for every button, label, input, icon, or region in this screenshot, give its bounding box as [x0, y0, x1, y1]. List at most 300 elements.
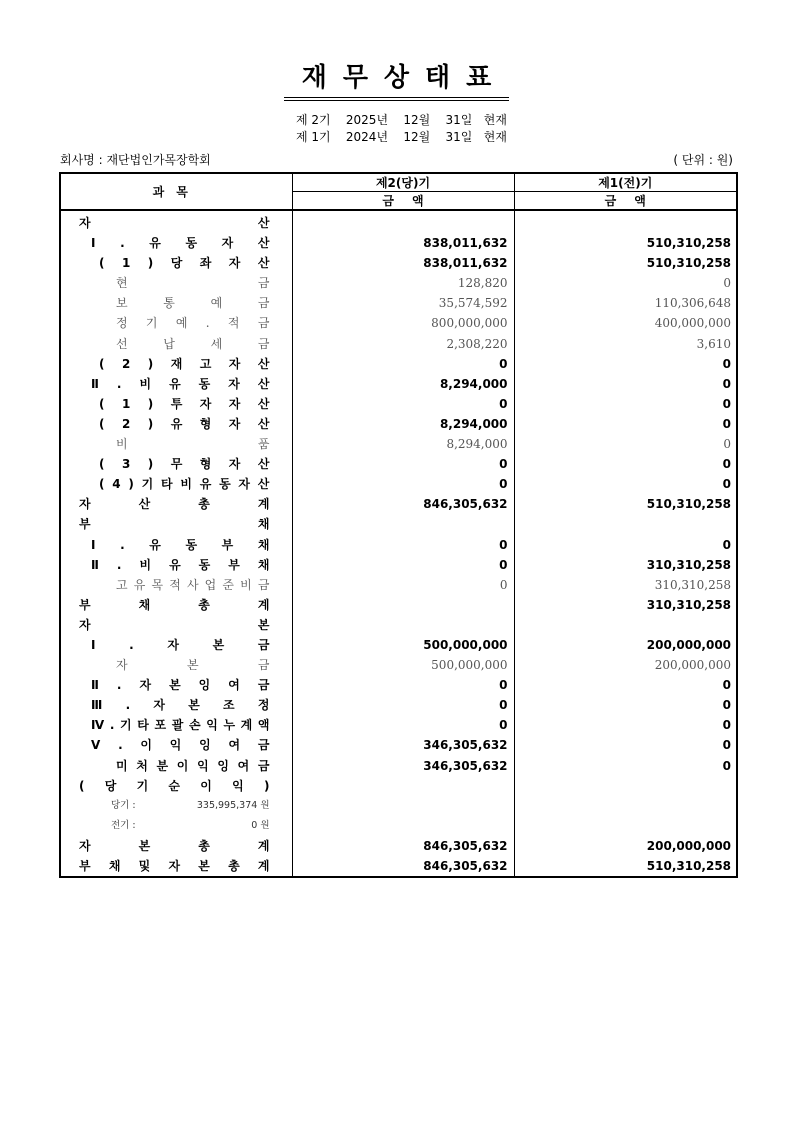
- balance-sheet-body: [60, 210, 737, 877]
- amount-prior: 0: [722, 457, 732, 472]
- amount-subcolumn: [292, 253, 414, 273]
- amount-prior: 510,310,258: [646, 236, 732, 251]
- amount-subcolumn: [514, 334, 636, 354]
- amount-subcolumn: [292, 615, 414, 635]
- account-cell: [60, 454, 292, 474]
- amount-current: 35,574,592: [414, 293, 514, 313]
- account-label: [61, 334, 292, 354]
- label-char: 포: [154, 718, 167, 733]
- table-row: [60, 856, 737, 877]
- label-char: 준: [222, 577, 234, 592]
- account-label: [61, 293, 292, 313]
- amount-prior: 0: [722, 396, 732, 411]
- amount-subcolumn: [514, 796, 636, 816]
- label-char: 잉: [199, 738, 211, 753]
- label-char: 이: [200, 778, 212, 793]
- label-char: 채: [257, 517, 270, 532]
- amount-subcolumn: [292, 735, 414, 755]
- label-char: 부: [221, 537, 234, 552]
- header-account: 과목: [60, 173, 292, 210]
- label-char: 자: [79, 838, 91, 853]
- amount-subcolumn: [292, 635, 414, 655]
- label-char: 본: [257, 617, 270, 632]
- account-cell: [60, 210, 292, 233]
- amount-prior: 0: [722, 678, 732, 693]
- table-row: [60, 354, 737, 374]
- net-income-note: [61, 796, 292, 816]
- amount-subcolumn: [292, 293, 414, 313]
- label-char: 자: [79, 617, 91, 632]
- amount-subcolumn: [292, 454, 414, 474]
- amount-subcolumn: [292, 354, 414, 374]
- label-char: 사: [186, 577, 199, 592]
- account-cell: [60, 776, 292, 796]
- amount-prior: [636, 796, 737, 816]
- amount-prior: [636, 615, 737, 635]
- amount-subcolumn: [514, 816, 636, 836]
- amount-current: 8,294,000: [414, 414, 514, 434]
- table-row: [60, 233, 737, 253]
- amount-current: 8,294,000: [414, 374, 514, 394]
- amount-prior: 200,000,000: [654, 658, 732, 673]
- label-char: 유: [199, 477, 212, 492]
- label-char: 본: [138, 838, 151, 853]
- label-char: 익: [197, 758, 209, 773]
- account-label: [61, 233, 292, 253]
- account-cell: [60, 655, 292, 675]
- header-prior-period: 제1(전)기: [514, 173, 737, 192]
- label-char: Ⅴ: [91, 738, 101, 753]
- document-title-wrapper: [0, 62, 793, 101]
- account-cell: [60, 836, 292, 856]
- table-row: [60, 836, 737, 856]
- amount-current: [414, 514, 514, 534]
- account-label: [61, 735, 292, 755]
- amount-prior: 0: [722, 416, 732, 431]
- label-char: 당: [104, 778, 117, 793]
- account-label: [61, 213, 292, 233]
- label-char: 잉: [217, 758, 229, 773]
- note-label: 전기 :: [111, 819, 136, 831]
- account-label: [61, 514, 292, 534]
- amount-current: 0: [414, 575, 514, 595]
- account-cell: [60, 494, 292, 514]
- label-char: 납: [163, 336, 175, 351]
- account-cell: [60, 374, 292, 394]
- amount-subcolumn: [514, 695, 636, 715]
- amount-prior: [636, 816, 737, 836]
- amount-prior: 200,000,000: [646, 838, 732, 853]
- label-char: 고: [199, 356, 212, 371]
- amount-subcolumn: [292, 776, 414, 796]
- account-cell: [60, 575, 292, 595]
- label-char: .: [109, 718, 115, 733]
- amount-subcolumn: [292, 474, 414, 494]
- label-char: 및: [138, 859, 151, 873]
- amount-subcolumn: [514, 514, 636, 534]
- period-month: 12월: [403, 113, 431, 127]
- label-char: 세: [210, 336, 223, 351]
- label-char: 동: [185, 537, 198, 552]
- amount-subcolumn: [292, 273, 414, 293]
- table-row: [60, 535, 737, 555]
- label-char: 분: [156, 758, 169, 773]
- label-char: 미: [116, 758, 128, 773]
- label-char: 금: [257, 738, 270, 753]
- amount-subcolumn: [292, 535, 414, 555]
- amount-subcolumn: [514, 655, 636, 675]
- label-char: 금: [257, 316, 270, 331]
- account-cell: [60, 535, 292, 555]
- account-label: [61, 253, 292, 273]
- label-char: 자: [228, 457, 241, 472]
- account-label: [61, 675, 292, 695]
- label-char: 4: [112, 477, 121, 492]
- amount-subcolumn: [292, 856, 414, 877]
- account-label: [61, 836, 292, 856]
- label-char: 채: [138, 597, 151, 612]
- table-row: [60, 575, 737, 595]
- period-year: 2024년: [345, 130, 389, 144]
- label-char: 유: [169, 376, 181, 391]
- account-cell: [60, 595, 292, 615]
- amount-prior: 0: [722, 356, 732, 371]
- label-char: 보: [116, 296, 128, 311]
- label-char: 이: [176, 758, 189, 773]
- account-cell: [60, 273, 292, 293]
- account-label: [61, 635, 292, 655]
- amount-subcolumn: [514, 313, 636, 333]
- account-cell: [60, 514, 292, 534]
- table-row: [60, 210, 737, 233]
- label-char: 총: [228, 859, 240, 873]
- label-char: 자: [228, 256, 241, 271]
- label-char: .: [120, 236, 125, 251]
- table-row: [60, 494, 737, 514]
- amount-subcolumn: [514, 494, 636, 514]
- label-char: 유: [169, 557, 181, 572]
- account-label: [61, 313, 292, 333]
- table-row: [60, 454, 737, 474]
- account-cell: [60, 796, 292, 816]
- label-char: 목: [151, 577, 164, 592]
- period-term: 제 2기: [296, 113, 331, 127]
- period-suffix: 현재: [483, 130, 507, 144]
- amount-current: 0: [414, 474, 514, 494]
- account-label: [61, 595, 292, 615]
- amount-current: 0: [414, 454, 514, 474]
- label-char: 조: [223, 698, 235, 713]
- label-char: 타: [160, 477, 173, 492]
- amount-subcolumn: [514, 233, 636, 253]
- account-cell: [60, 735, 292, 755]
- label-char: Ⅲ: [91, 698, 103, 713]
- label-char: 채: [257, 557, 270, 572]
- label-char: 계: [257, 838, 270, 853]
- amount-subcolumn: [514, 836, 636, 856]
- label-char: 산: [257, 236, 270, 251]
- amount-prior: 400,000,000: [654, 316, 732, 331]
- amount-subcolumn: [292, 796, 414, 816]
- account-cell: [60, 856, 292, 877]
- label-char: 자: [153, 698, 165, 713]
- label-char: 자: [238, 477, 251, 492]
- label-char: .: [116, 376, 122, 391]
- table-row: [60, 374, 737, 394]
- account-cell: [60, 756, 292, 776]
- amount-subcolumn: [292, 575, 414, 595]
- label-char: Ⅱ: [91, 376, 99, 391]
- label-char: .: [116, 557, 122, 572]
- period-day: 31일: [445, 113, 473, 127]
- label-char: 누: [223, 718, 236, 733]
- account-cell: [60, 715, 292, 735]
- account-label: [61, 555, 292, 575]
- table-row: [60, 615, 737, 635]
- label-char: 처: [136, 758, 148, 773]
- amount-subcolumn: [514, 675, 636, 695]
- account-label: [61, 394, 292, 414]
- label-char: 총: [198, 497, 210, 512]
- amount-subcolumn: [292, 595, 414, 615]
- label-char: 비: [180, 477, 192, 492]
- amount-prior: 0: [722, 698, 732, 713]
- amount-subcolumn: [514, 293, 636, 313]
- amount-subcolumn: [514, 273, 636, 293]
- label-char: 익: [206, 718, 218, 733]
- table-row: [60, 635, 737, 655]
- amount-prior: 510,310,258: [646, 497, 732, 512]
- label-char: 현: [116, 276, 128, 291]
- label-char: 산: [138, 497, 151, 512]
- table-row: [60, 313, 737, 333]
- account-cell: [60, 474, 292, 494]
- amount-current: 2,308,220: [414, 334, 514, 354]
- label-char: 손: [188, 718, 201, 733]
- label-char: 자: [79, 216, 91, 230]
- account-label: [61, 715, 292, 735]
- amount-current: 846,305,632: [414, 856, 514, 877]
- label-char: 유: [149, 236, 161, 251]
- label-char: (: [99, 356, 105, 371]
- header-amount-current: 금액: [292, 192, 514, 211]
- label-char: 정: [116, 316, 128, 331]
- amount-current: [414, 615, 514, 635]
- label-char: 좌: [199, 256, 212, 271]
- label-char: .: [129, 637, 134, 652]
- amount-subcolumn: [514, 555, 636, 575]
- label-char: .: [116, 678, 122, 693]
- table-row: [60, 474, 737, 494]
- amount-prior: 0: [722, 537, 732, 552]
- label-char: ): [263, 778, 270, 793]
- label-char: 자: [139, 678, 152, 693]
- label-char: 금: [257, 678, 270, 693]
- label-char: 품: [257, 437, 270, 452]
- amount-prior: 510,310,258: [646, 256, 732, 271]
- label-char: 금: [257, 296, 270, 311]
- amount-subcolumn: [292, 494, 414, 514]
- amount-subcolumn: [514, 210, 636, 233]
- amount-current: 500,000,000: [414, 635, 514, 655]
- account-cell: [60, 434, 292, 454]
- label-char: 형: [199, 416, 212, 431]
- amount-subcolumn: [292, 414, 414, 434]
- label-char: 비: [139, 376, 152, 391]
- table-row: [60, 414, 737, 434]
- amount-subcolumn: [514, 595, 636, 615]
- amount-subcolumn: [514, 474, 636, 494]
- amount-subcolumn: [292, 836, 414, 856]
- label-char: (: [99, 256, 105, 271]
- amount-current: 838,011,632: [414, 233, 514, 253]
- label-char: Ⅳ: [91, 718, 105, 733]
- amount-current: [414, 776, 514, 796]
- table-row: [60, 514, 737, 534]
- table-row: [60, 796, 737, 816]
- label-char: ): [147, 416, 154, 431]
- label-char: 기: [120, 718, 132, 733]
- net-income-note: [61, 816, 292, 836]
- amount-current: 846,305,632: [414, 494, 514, 514]
- table-row: [60, 334, 737, 354]
- table-row: [60, 715, 737, 735]
- amount-subcolumn: [514, 535, 636, 555]
- account-label: [61, 273, 292, 293]
- label-char: 자: [79, 497, 91, 512]
- amount-current: 0: [414, 715, 514, 735]
- note-value: 335,995,374 원: [196, 799, 270, 811]
- amount-current: [414, 210, 514, 233]
- amount-prior: 0: [722, 376, 732, 391]
- label-char: (: [99, 457, 105, 472]
- account-cell: [60, 675, 292, 695]
- label-char: 기: [141, 477, 154, 492]
- label-char: 비: [240, 577, 252, 592]
- account-label: [61, 354, 292, 374]
- table-row: [60, 273, 737, 293]
- label-char: 당: [170, 256, 183, 271]
- amount-current: 500,000,000: [414, 655, 514, 675]
- label-char: 적: [169, 577, 181, 592]
- label-char: 투: [170, 396, 183, 411]
- label-char: (: [99, 416, 105, 431]
- account-cell: [60, 816, 292, 836]
- amount-subcolumn: [514, 454, 636, 474]
- amount-prior: 310,310,258: [646, 597, 732, 612]
- label-char: 비: [116, 437, 128, 452]
- amount-subcolumn: [514, 253, 636, 273]
- amount-subcolumn: [514, 374, 636, 394]
- amount-subcolumn: [514, 434, 636, 454]
- label-char: 산: [257, 396, 270, 411]
- amount-subcolumn: [514, 575, 636, 595]
- amount-current: [414, 595, 514, 615]
- amount-subcolumn: [292, 695, 414, 715]
- label-char: 예: [210, 296, 223, 311]
- amount-current: 0: [414, 354, 514, 374]
- label-char: 무: [170, 457, 183, 472]
- account-label: [61, 756, 292, 776]
- label-char: Ⅱ: [91, 557, 99, 572]
- account-label: [61, 374, 292, 394]
- account-label: [61, 535, 292, 555]
- label-char: 괄: [171, 718, 184, 733]
- label-char: 기: [136, 778, 149, 793]
- label-char: 금: [257, 658, 270, 673]
- label-char: 산: [257, 376, 270, 391]
- label-char: 자: [116, 658, 128, 673]
- amount-subcolumn: [292, 334, 414, 354]
- label-char: 본: [169, 678, 181, 693]
- amount-current: 346,305,632: [414, 735, 514, 755]
- amount-current: 846,305,632: [414, 836, 514, 856]
- table-row: [60, 394, 737, 414]
- label-char: 유: [170, 416, 183, 431]
- header-amount-prior: 금액: [514, 192, 737, 211]
- label-char: 유: [133, 577, 146, 592]
- label-char: ): [128, 477, 134, 492]
- period-prior: [296, 129, 507, 146]
- account-cell: [60, 695, 292, 715]
- label-char: 금: [257, 276, 270, 291]
- label-char: 부: [79, 597, 91, 612]
- amount-current: 0: [414, 555, 514, 575]
- label-char: 산: [257, 477, 270, 492]
- label-char: 금: [257, 336, 270, 351]
- table-row: [60, 735, 737, 755]
- label-char: 계: [257, 497, 270, 512]
- unit-label: ( 단위 : 원): [673, 153, 733, 167]
- table-row: [60, 555, 737, 575]
- amount-current: [414, 816, 514, 836]
- amount-subcolumn: [514, 735, 636, 755]
- label-char: 여: [237, 758, 250, 773]
- label-char: 총: [198, 597, 210, 612]
- amount-current: [414, 796, 514, 816]
- header-current-period: 제2(당)기: [292, 173, 514, 192]
- label-char: 비: [139, 557, 152, 572]
- label-char: Ⅱ: [91, 678, 99, 693]
- period-year: 2025년: [345, 113, 389, 127]
- label-char: 부: [79, 517, 91, 532]
- label-char: .: [118, 738, 123, 753]
- account-cell: [60, 334, 292, 354]
- label-char: ): [147, 356, 154, 371]
- label-char: .: [205, 316, 210, 331]
- table-row: [60, 253, 737, 273]
- label-char: 재: [170, 356, 183, 371]
- amount-subcolumn: [514, 414, 636, 434]
- label-char: 이: [140, 738, 152, 753]
- amount-prior: [636, 776, 737, 796]
- label-char: 산: [257, 457, 270, 472]
- amount-subcolumn: [514, 776, 636, 796]
- label-char: 고: [116, 577, 128, 592]
- amount-subcolumn: [292, 555, 414, 575]
- label-char: Ⅰ: [91, 236, 96, 251]
- amount-prior: 510,310,258: [646, 859, 732, 873]
- account-label: [61, 474, 292, 494]
- amount-current: 128,820: [414, 273, 514, 293]
- label-char: (: [99, 396, 105, 411]
- amount-current: 0: [414, 394, 514, 414]
- account-cell: [60, 394, 292, 414]
- label-char: 유: [149, 537, 161, 552]
- label-char: 익: [232, 778, 244, 793]
- amount-subcolumn: [292, 816, 414, 836]
- amount-prior: 3,610: [696, 336, 732, 351]
